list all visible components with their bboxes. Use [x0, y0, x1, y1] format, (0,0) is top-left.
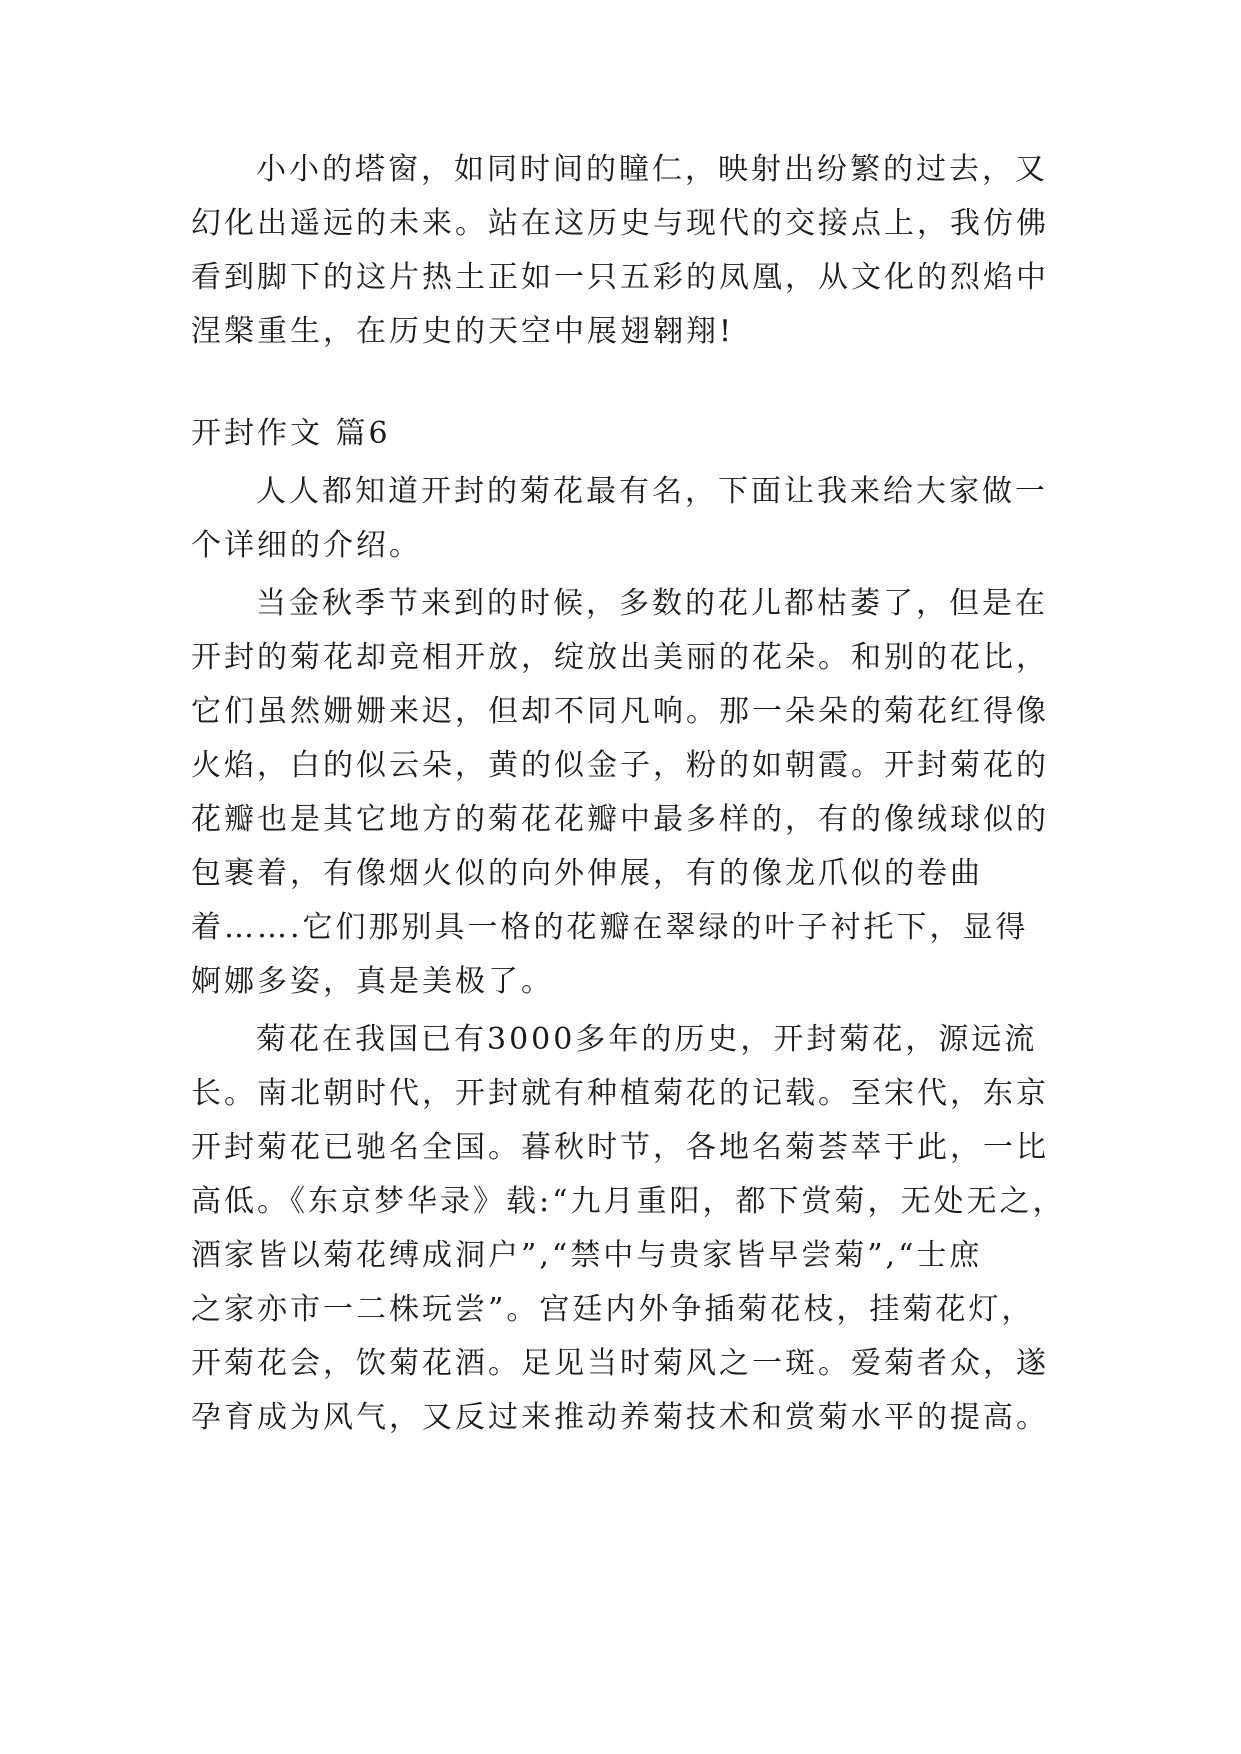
paragraph-line: 菊花在我国已有3000多年的历史，开封菊花，源远流: [256, 1022, 1038, 1057]
paragraph-line: 之家亦市一二株玩尝”。宫廷内外争插菊花枝，挂菊花灯，: [191, 1292, 1035, 1327]
paragraph-line: 酒家皆以菊花缚成洞户”,“禁中与贵家皆早尝菊”,“士庶: [191, 1238, 983, 1273]
paragraph-line: 当金秋季节来到的时候，多数的花儿都枯萎了，但是在: [256, 586, 1048, 621]
paragraph-line: 看到脚下的这片热土正如一只五彩的凤凰，从文化的烈焰中: [191, 260, 1049, 295]
paragraph-line: 涅槃重生，在历史的天空中展翅翱翔!: [191, 314, 735, 349]
paragraph-line: 婀娜多姿，真是美极了。: [191, 964, 554, 999]
paragraph-line: 小小的塔窗，如同时间的瞳仁，映射出纷繁的过去，又: [256, 152, 1048, 187]
paragraph-line: 着…….它们那别具一格的花瓣在翠绿的叶子衬托下，显得: [191, 910, 1029, 945]
paragraph-line: 它们虽然姗姗来迟，但却不同凡响。那一朵朵的菊花红得像: [191, 694, 1049, 729]
paragraph-line: 人人都知道开封的菊花最有名，下面让我来给大家做一: [256, 474, 1048, 509]
paragraph-line: 开封的菊花却竞相开放，绽放出美丽的花朵。和别的花比，: [191, 640, 1049, 675]
paragraph-line: 幻化出遥远的未来。站在这历史与现代的交接点上，我仿佛: [191, 206, 1049, 241]
paragraph-line: 花瓣也是其它地方的菊花花瓣中最多样的，有的像绒球似的: [191, 802, 1049, 837]
paragraph-line: 孕育成为风气，又反过来推动养菊技术和赏菊水平的提高。: [191, 1400, 1049, 1435]
paragraph-line: 高低。《东京梦华录》载:“九月重阳，都下赏菊，无处无之，: [191, 1184, 1066, 1219]
paragraph-line: 火焰，白的似云朵，黄的似金子，粉的如朝霞。开封菊花的: [191, 748, 1049, 783]
paragraph-line: 长。南北朝时代，开封就有种植菊花的记载。至宋代，东京: [191, 1076, 1049, 1111]
paragraph-line: 开封菊花已驰名全国。暮秋时节，各地名菊荟萃于此，一比: [191, 1130, 1049, 1165]
paragraph-line: 个详细的介绍。: [191, 528, 422, 563]
paragraph-line: 开菊花会，饮菊花酒。足见当时菊风之一斑。爱菊者众，遂: [191, 1346, 1049, 1381]
section-heading: 开封作文 篇6: [191, 416, 391, 451]
paragraph-line: 包裹着，有像烟火似的向外伸展，有的像龙爪似的卷曲: [191, 856, 983, 891]
